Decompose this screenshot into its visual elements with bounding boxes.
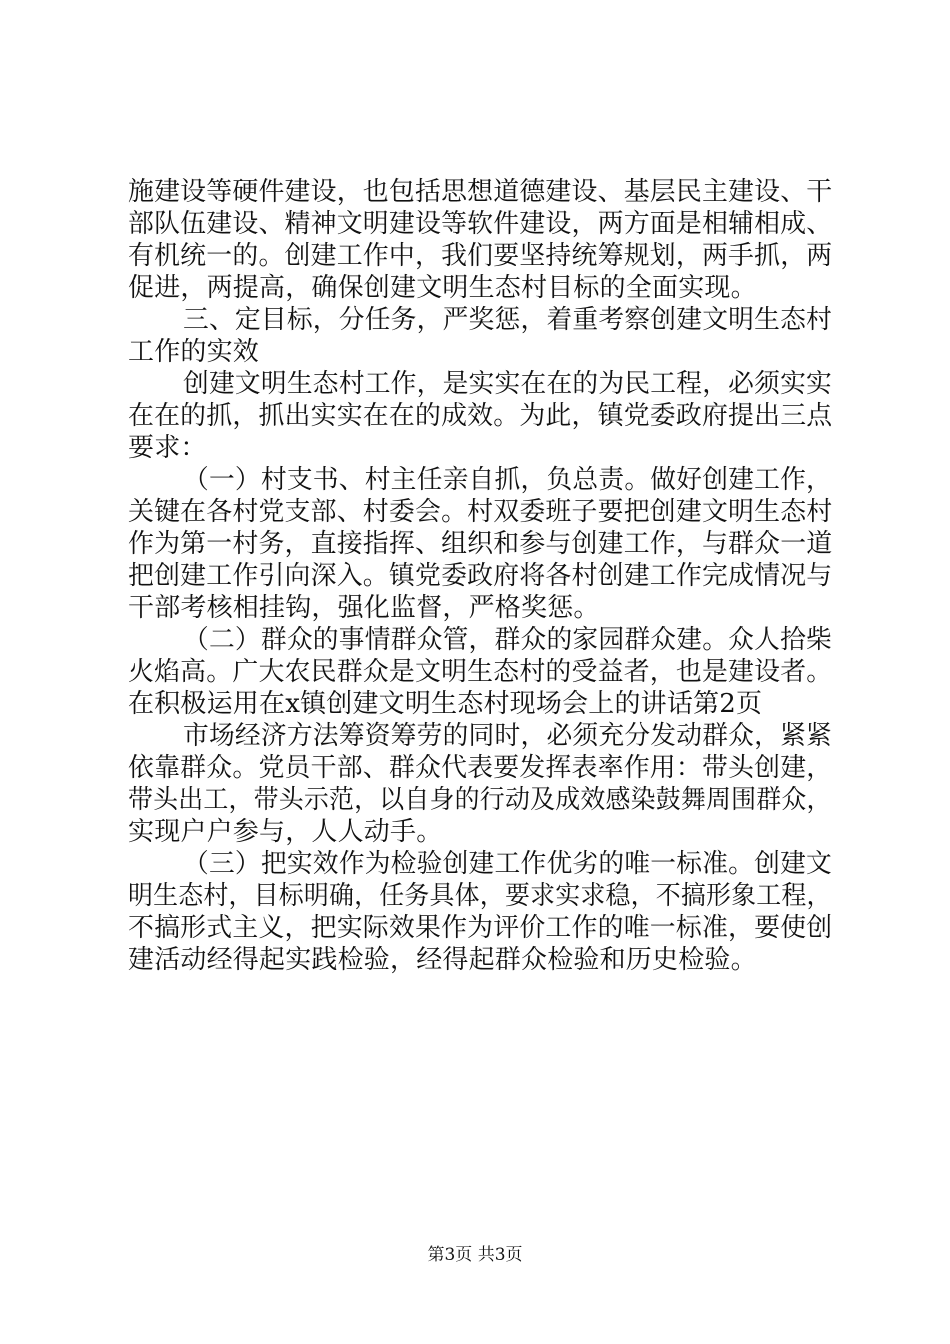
text-line: 施建设等硬件建设，也包括思想道德建设、基层民主建设、干 xyxy=(128,177,833,207)
text-line: 促进，两提高，确保创建文明生态村目标的全面实现。 xyxy=(128,273,757,303)
section-heading-line: 工作的实效 xyxy=(128,337,260,367)
text-line: 不搞形式主义，把实际效果作为评价工作的唯一标准，要使创 xyxy=(128,913,833,943)
text-line: 依靠群众。党员干部、群众代表要发挥表率作用：带头创建， xyxy=(128,753,833,783)
text-line: （三）把实效作为检验创建工作优劣的唯一标准。创建文 xyxy=(183,849,833,879)
text-line: （一）村支书、村主任亲自抓，负总责。做好创建工作， xyxy=(183,465,833,495)
text-line: 实现户户参与，人人动手。 xyxy=(128,817,443,847)
text-line: 干部考核相挂钩，强化监督，严格奖惩。 xyxy=(128,593,600,623)
text-line: 明生态村，目标明确，任务具体，要求实求稳，不搞形象工程， xyxy=(128,881,832,911)
text-line: 关键在各村党支部、村委会。村双委班子要把创建文明生态村 xyxy=(128,497,833,527)
text-line: 火焰高。广大农民群众是文明生态村的受益者，也是建设者。 xyxy=(128,657,833,687)
text-line: （二）群众的事情群众管，群众的家园群众建。众人拾柴 xyxy=(183,625,833,655)
text-line: 部队伍建设、精神文明建设等软件建设，两方面是相辅相成、 xyxy=(128,209,833,239)
text-line: 建活动经得起实践检验，经得起群众检验和历史检验。 xyxy=(128,945,757,975)
text-line: 有机统一的。创建工作中，我们要坚持统筹规划，两手抓，两 xyxy=(128,241,833,271)
text-line: 作为第一村务，直接指挥、组织和参与创建工作，与群众一道 xyxy=(128,529,833,559)
page-footer: 第3页 共3页 xyxy=(427,1245,523,1265)
text-line: 带头出工，带头示范，以自身的行动及成效感染鼓舞周围群众， xyxy=(128,785,832,815)
text-line: 创建文明生态村工作，是实实在在的为民工程，必须实实 xyxy=(183,369,833,399)
text-line: 把创建工作引向深入。镇党委政府将各村创建工作完成情况与 xyxy=(128,561,833,591)
section-heading-line: 三、定目标，分任务，严奖惩，着重考察创建文明生态村 xyxy=(183,305,833,335)
text-line: 要求： xyxy=(128,433,207,463)
text-line: 市场经济方法筹资筹劳的同时，必须充分发动群众，紧紧 xyxy=(183,721,833,751)
text-line: 在在的抓，抓出实实在在的成效。为此，镇党委政府提出三点 xyxy=(128,401,833,431)
text-line: 在积极运用在x镇创建文明生态村现场会上的讲话第2页 xyxy=(128,689,763,719)
